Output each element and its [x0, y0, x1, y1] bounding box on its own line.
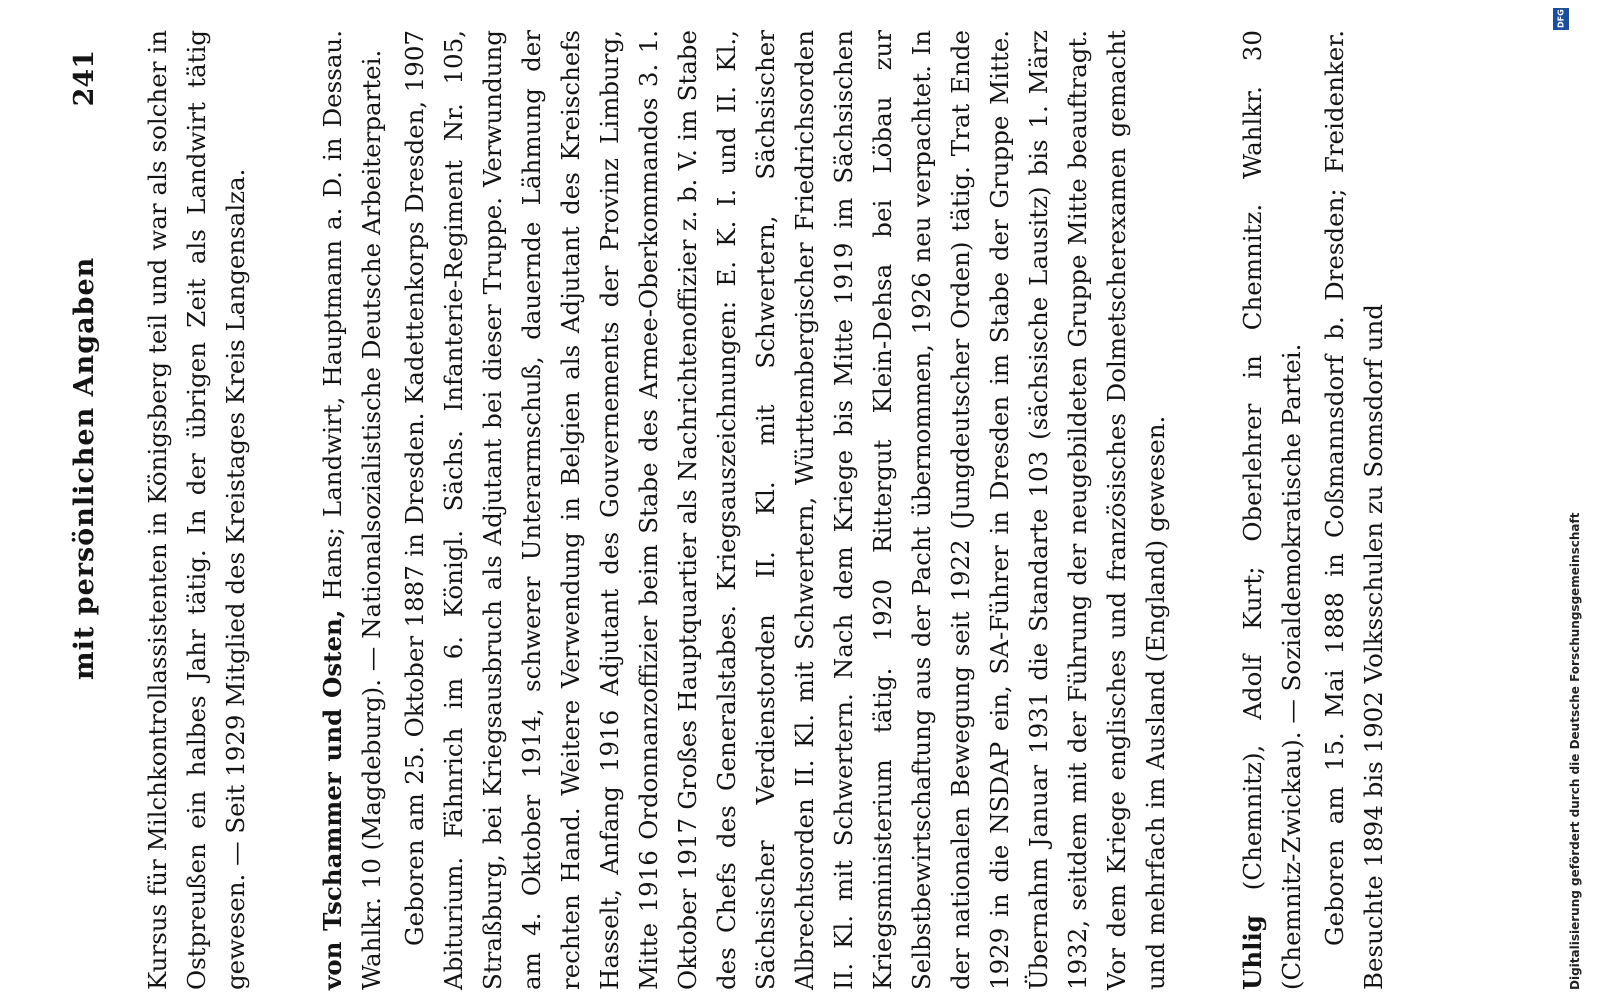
- biography-paragraph: Geboren am 15. Mai 1888 in Coßmannsdorf b. Dresden; Freidenker. Besuchte 1894 bis 1902 Volksschulen zu Somsdorf und: [1320, 30, 1388, 990]
- entry-heading-uhlig: [1233, 30, 1311, 990]
- dfg-logo-icon: DFG: [1553, 8, 1569, 30]
- entry-name: von Tschammer und Osten,: [318, 609, 347, 990]
- entry-details: (Chemnitz), Adolf Kurt; Oberlehrer in Chemnitz. Wahlkr. 30 (Chemnitz-Zwickau). — Sozialdemokratische Partei.: [1238, 30, 1306, 990]
- page-number: 241: [69, 50, 100, 107]
- entry-name: Uhlig: [1238, 915, 1267, 990]
- digitization-note: [1512, 0, 1592, 1000]
- rotated-text-block: [40, 10, 1560, 990]
- funding-notice: Digitalisierung gefördert durch die Deutsche Forschungsgemeinschaft: [1568, 512, 1582, 990]
- running-head: mit persönlichen Angaben: [69, 256, 100, 680]
- entry-details: Hans; Landwirt, Hauptmann a. D. in Dessau. Wahlkr. 10 (Magdeburg). — Nationalsozialistische Deutsche Arbeiterpartei.: [318, 30, 386, 990]
- paragraph-continued: Kursus für Milchkontrollassistenten in Königsberg teil und war als solcher in Ostpreußen ein halbes Jahr tätig. In der übrigen Zeit als Landwirt tätig gewesen. — Seit 1929 Mitglied des Kreistages Kreis Langensalza.: [143, 30, 250, 990]
- page-header: [65, 30, 105, 990]
- biography-paragraph: Geboren am 25. Oktober 1887 in Dresden. Kadettenkorps Dresden, 1907 Abiturium. Fähnrich im 6. Königl. Sächs. Infanterie-Regiment Nr. 105, Straßburg, bei Kriegsausbruch als Adjutant bei dieser Truppe. Verwundung am 4. Oktober 1914, schwerer Unterarmschuß, dauernde Lähmung der rechten Hand. Weitere Verwendung in Belgien als Adjutant des Kreischefs Hasselt, Anfang 1916 Adjutant des Gouvernements der Provinz Limburg, Mitte 1916 Ordonnanzoffizier beim Stabe des Armee-Oberkommandos 3. 1. Oktober 1917 Großes Hauptquartier als Nachrichtenoffizier z. b. V. im Stabe des Chefs des Generalstabes. Kriegsauszeichnungen: E. K. I. und II. Kl., Sächsischer Verdienstorden II. Kl. mit Schwertern, Sächsischer Albrechtsorden II. Kl. mit Schwertern, Württembergischer Friedrichsorden II. Kl. mit Schwertern. Nach dem Kriege bis Mitte 1919 im Sächsischen Kriegsministerium tätig. 1920 Rittergut Klein-Dehsa bei Löbau zur Selbstbewirtschaftung aus der Pacht übernommen, 1926 neu verpachtet. In der nationalen Bewegung seit 1922 (Jungdeutscher Orden) tätig. Trat Ende 1929 in die NSDAP ein, SA-Führer in Dresden im Stabe der Gruppe Mitte. Übernahm Januar 1931 die Standarte 103 (sächsische Lausitz) bis 1. März 1932, seitdem mit der Führung der neugebildeten Gruppe Mitte beauftragt. Vor dem Kriege englisches und französisches Dolmetscherexamen gemacht und mehrfach im Ausland (England) gewesen.: [400, 30, 1170, 990]
- entry-heading-tschammer: [313, 30, 391, 990]
- page-body: [138, 30, 1393, 990]
